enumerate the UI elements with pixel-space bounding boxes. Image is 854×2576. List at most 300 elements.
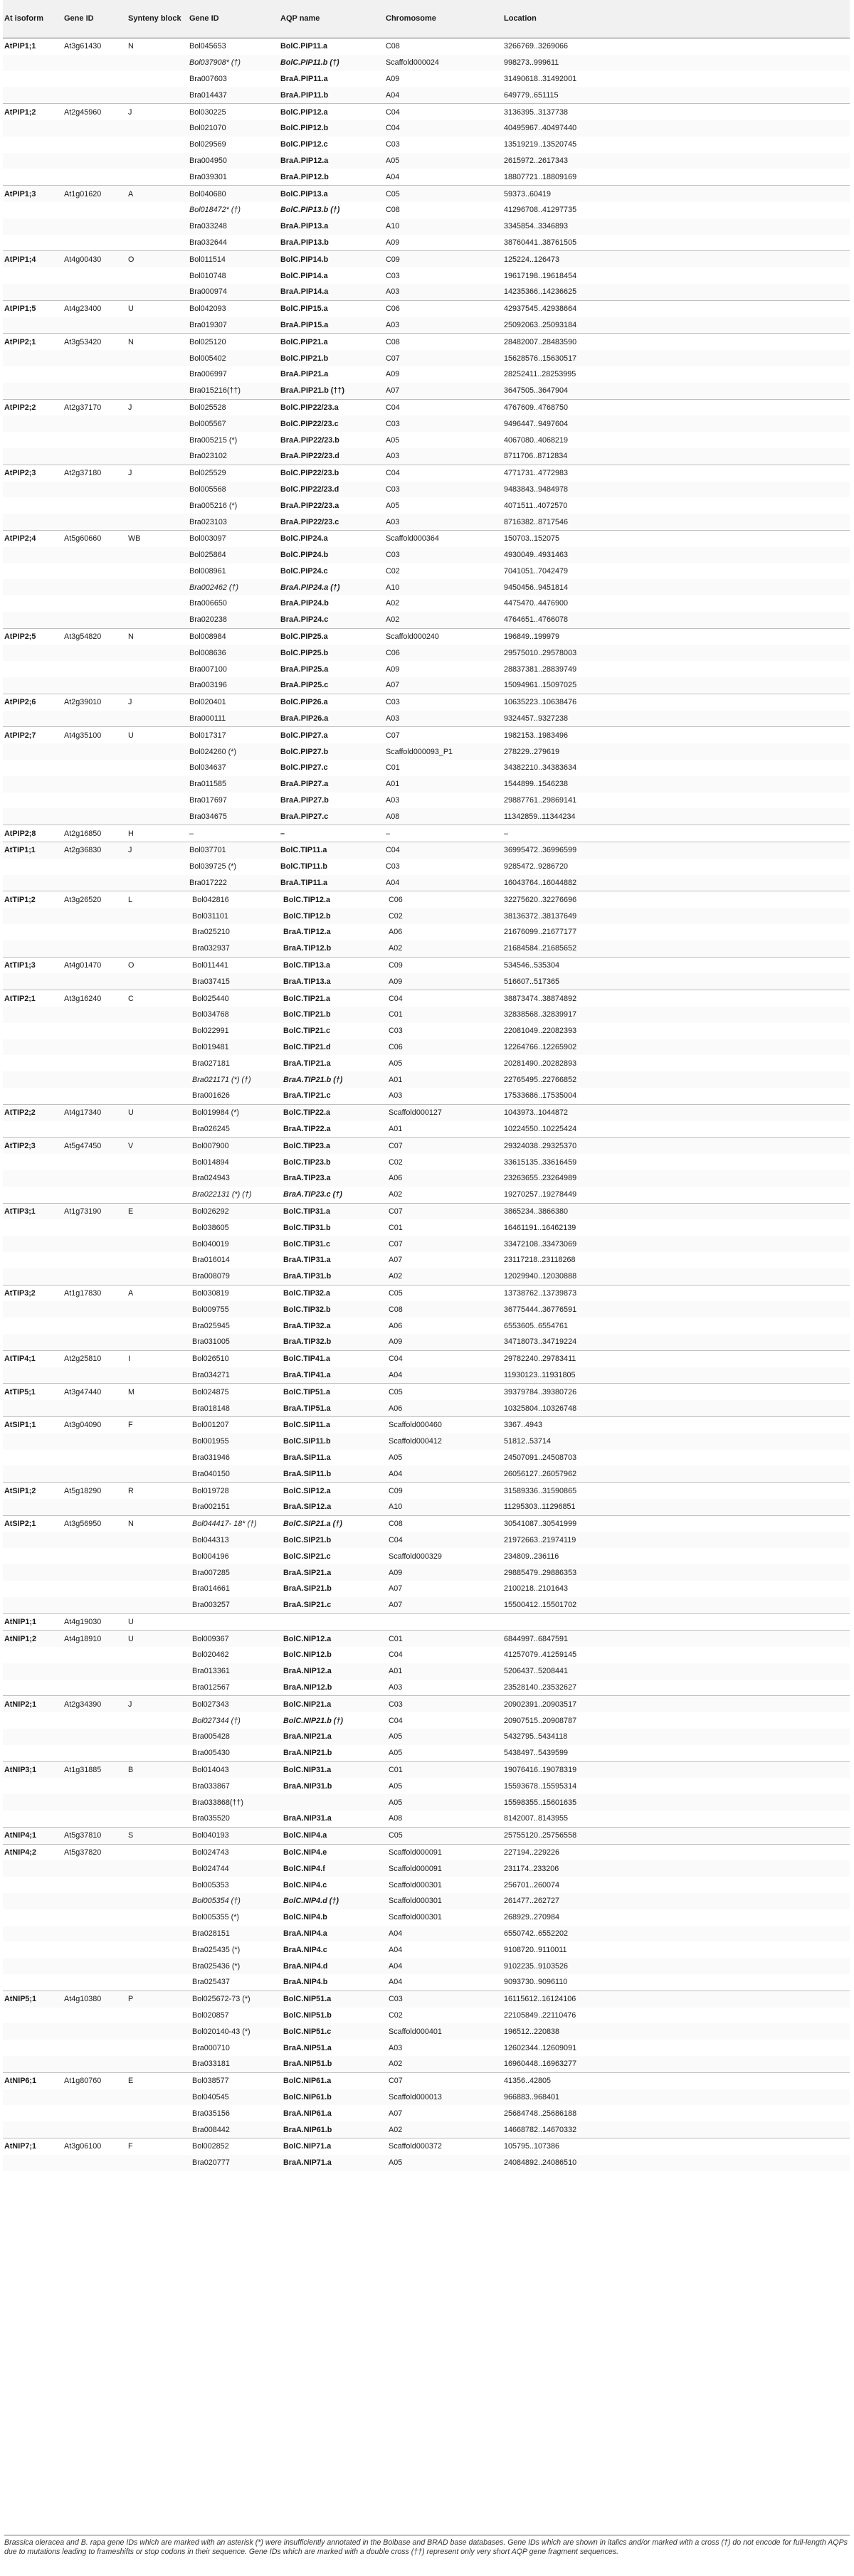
at-isoform-cell: AtNIP7;1 — [3, 2138, 63, 2155]
location-cell: 227194..229226 — [502, 1844, 850, 1860]
at-isoform-cell — [3, 2008, 63, 2024]
at-isoform-cell — [3, 202, 63, 218]
location-cell: 18807721..18809169 — [504, 172, 577, 181]
synteny-block-cell — [127, 1039, 188, 1056]
synteny-block-cell — [127, 1958, 188, 1974]
location-cell: 21676099..21677177 — [504, 928, 577, 937]
at-gene-id-cell — [63, 1581, 127, 1597]
location-cell: 41257079..41259145 — [504, 1650, 577, 1660]
at-gene-id-cell — [63, 1548, 127, 1564]
gene-id-cell: Bra035520 — [192, 1814, 230, 1823]
at-isoform-cell — [3, 1729, 63, 1745]
table-row — [3, 415, 850, 432]
chromosome-cell: A07 — [389, 1256, 403, 1265]
location-cell: 261477..262727 — [502, 1893, 850, 1909]
at-isoform-cell — [3, 1367, 63, 1384]
table-row — [3, 1860, 850, 1877]
table-row — [3, 1778, 850, 1794]
gene-id-cell: Bol040545 — [188, 2089, 279, 2106]
at-isoform-cell — [3, 432, 63, 448]
table-row — [3, 55, 850, 71]
at-isoform-cell — [3, 1893, 63, 1909]
chromosome-cell: Scaffold000091 — [384, 1844, 502, 1860]
location-cell: 516607..517365 — [502, 973, 850, 990]
header-row — [3, 0, 850, 38]
chromosome-cell: C04 — [389, 1650, 403, 1660]
gene-id-cell: Bra002151 — [188, 1499, 279, 1515]
synteny-block-cell — [127, 1647, 188, 1663]
at-gene-id-cell: At2g16850 — [63, 825, 127, 842]
table-row — [3, 1844, 850, 1860]
at-isoform-cell: AtPIP1;3 — [3, 186, 63, 202]
chromosome-cell: C04 — [389, 1716, 403, 1725]
at-gene-id-cell — [63, 1745, 127, 1761]
aqp-name-cell: BolC.TIP11.a — [279, 842, 384, 859]
at-gene-id-cell — [63, 153, 127, 169]
aqp-name-cell: BolC.SIP21.c — [283, 1552, 331, 1561]
chromosome-cell: C04 — [384, 465, 502, 481]
location-cell: 40495967..40497440 — [502, 120, 850, 137]
gene-id-cell: Bol037701 — [188, 842, 279, 859]
table-row — [3, 1252, 850, 1268]
aqp-name-cell: BraA.TIP23.a — [279, 1170, 384, 1187]
aqp-name-cell: BolC.TIP22.a — [279, 1104, 384, 1120]
location-cell: 13519219..13520745 — [504, 140, 577, 149]
aqp-name-cell: BraA.NIP51.a — [283, 2043, 332, 2052]
table-row — [3, 859, 850, 875]
aqp-name-cell: BolC.NIP31.a — [279, 1761, 384, 1778]
chromosome-cell: C01 — [389, 1223, 403, 1232]
chromosome-cell: C03 — [386, 862, 400, 871]
at-isoform-cell — [3, 1745, 63, 1761]
gene-id-cell: Bol034637 — [189, 763, 226, 773]
chromosome-cell: C01 — [384, 1761, 502, 1778]
at-gene-id-cell — [63, 612, 127, 628]
at-isoform-cell — [3, 2040, 63, 2056]
chromosome-cell: A05 — [384, 1729, 502, 1745]
gene-id-cell: Bra024943 — [188, 1170, 279, 1187]
gene-id-cell: Bol021070 — [188, 120, 279, 137]
aqp-name-cell: BolC.TIP23.a — [279, 1138, 384, 1154]
synteny-block-cell — [127, 1318, 188, 1334]
at-gene-id-cell — [63, 1055, 127, 1071]
at-isoform-cell — [3, 1499, 63, 1515]
aqp-name-cell: BolC.TIP23.b — [283, 1157, 331, 1167]
location-cell: 36775444..36776591 — [502, 1301, 850, 1318]
location-cell: 278229..279619 — [502, 743, 850, 760]
gene-id-cell: Bra023103 — [188, 514, 279, 530]
aqp-name-cell: BolC.TIP12.a — [279, 891, 384, 908]
location-cell: 10325804..10326748 — [502, 1400, 850, 1416]
aqp-name-cell: BraA.NIP21.a — [279, 1729, 384, 1745]
chromosome-cell: A09 — [384, 1334, 502, 1350]
at-isoform-cell — [3, 137, 63, 153]
synteny-block-cell — [127, 2023, 188, 2040]
aqp-name-cell: BolC.NIP4.e — [279, 1844, 384, 1860]
table-row — [3, 1680, 850, 1696]
chromosome-cell: C05 — [384, 1827, 502, 1844]
at-gene-id-cell — [63, 1958, 127, 1974]
chromosome-cell: A03 — [384, 284, 502, 300]
at-gene-id-cell — [63, 1154, 127, 1170]
table-row — [3, 957, 850, 973]
synteny-block-cell — [127, 1548, 188, 1564]
at-gene-id-cell — [63, 1400, 127, 1416]
chromosome-cell: C03 — [384, 482, 502, 498]
chromosome-cell: Scaffold000372 — [384, 2138, 502, 2155]
aqp-name-cell: BolC.PIP22/23.c — [279, 415, 384, 432]
at-gene-id-cell — [63, 1893, 127, 1909]
chromosome-cell: A02 — [384, 1268, 502, 1285]
chromosome-cell: C02 — [389, 2011, 403, 2020]
gene-id-cell: Bol020401 — [188, 694, 279, 710]
table-row — [3, 1334, 850, 1350]
gene-id-cell: Bol003097 — [188, 530, 279, 546]
synteny-block-cell — [127, 448, 188, 465]
aqp-name-cell: BraA.SIP11.a — [283, 1453, 331, 1462]
gene-id-cell: Bol014894 — [192, 1157, 229, 1167]
table-row — [3, 251, 850, 267]
at-isoform-cell: AtTIP2;1 — [3, 990, 63, 1007]
location-cell: 11342859..11344234 — [502, 808, 850, 825]
synteny-block-cell — [127, 645, 188, 661]
aqp-name-cell: BraA.TIP13.a — [279, 973, 384, 990]
table-row — [3, 645, 850, 661]
chromosome-cell: Scaffold000127 — [384, 1104, 502, 1120]
aqp-name-cell: BolC.TIP21.d — [279, 1039, 384, 1056]
chromosome-cell: A10 — [384, 579, 502, 595]
at-gene-id-cell: At1g73190 — [63, 1203, 127, 1219]
location-cell: 10224550..10225424 — [504, 1124, 577, 1133]
at-isoform-cell: AtPIP2;5 — [3, 628, 63, 645]
at-isoform-cell — [3, 448, 63, 465]
at-gene-id-cell: At1g31885 — [63, 1761, 127, 1778]
at-gene-id-cell: At2g25810 — [63, 1350, 127, 1367]
gene-id-cell: Bra007100 — [189, 664, 227, 674]
synteny-block-cell — [127, 1023, 188, 1039]
at-gene-id-cell — [63, 317, 127, 334]
at-isoform-cell — [3, 711, 63, 727]
synteny-block-cell — [127, 1433, 188, 1450]
table-row — [3, 1696, 850, 1712]
location-cell: 2100218..2101643 — [504, 1584, 569, 1594]
at-isoform-cell: AtTIP2;3 — [3, 1138, 63, 1154]
at-gene-id-cell — [63, 859, 127, 875]
at-isoform-cell — [3, 267, 63, 284]
table-row — [3, 1745, 850, 1761]
synteny-block-cell — [127, 859, 188, 875]
aqp-name-cell: BolC.NIP61.b — [279, 2089, 384, 2106]
at-isoform-cell — [3, 661, 63, 677]
gene-id-cell: Bra037415 — [188, 973, 279, 990]
gene-id-cell: Bra018148 — [188, 1400, 279, 1416]
at-isoform-cell — [3, 153, 63, 169]
table-row — [3, 628, 850, 645]
location-cell: 19076416..19078319 — [502, 1761, 850, 1778]
gene-id-cell: Bra025435 (*) — [192, 1945, 241, 1954]
table-row — [3, 743, 850, 760]
location-cell: 9483843..9484978 — [502, 482, 850, 498]
chromosome-cell: A09 — [386, 74, 400, 83]
at-isoform-cell — [3, 760, 63, 776]
gene-id-cell: Bol005354 (†) — [188, 1893, 279, 1909]
at-gene-id-cell: At4g10380 — [63, 1991, 127, 2007]
aqp-name-cell: BolC.PIP13.b (†) — [280, 206, 340, 215]
location-cell: 16115612..16124106 — [502, 1991, 850, 2007]
chromosome-cell: Scaffold000401 — [384, 2023, 502, 2040]
at-gene-id-cell — [63, 1778, 127, 1794]
synteny-block-cell — [127, 1926, 188, 1942]
synteny-block-cell — [127, 1400, 188, 1416]
at-gene-id-cell — [63, 1367, 127, 1384]
at-gene-id-cell — [63, 1532, 127, 1549]
aqp-name-cell: BraA.TIP21.c — [283, 1091, 331, 1101]
at-isoform-cell: AtPIP2;8 — [3, 825, 63, 842]
synteny-block-cell — [127, 1729, 188, 1745]
aqp-name-cell: BolC.NIP4.b — [283, 1913, 327, 1922]
chromosome-cell: A07 — [384, 677, 502, 694]
aqp-name-cell: BraA.PIP25.c — [279, 677, 384, 694]
at-isoform-cell — [3, 1154, 63, 1170]
gene-id-cell: Bol019481 — [188, 1039, 279, 1056]
synteny-block-cell — [127, 202, 188, 218]
gene-id-cell: Bol030819 — [188, 1285, 279, 1301]
gene-id-cell: Bra006997 — [189, 370, 227, 379]
at-gene-id-cell — [63, 1926, 127, 1942]
table-row — [3, 2072, 850, 2089]
aqp-name-cell: BolC.PIP26.a — [279, 694, 384, 710]
at-isoform-cell — [3, 1187, 63, 1203]
gene-id-cell: Bol025120 — [188, 334, 279, 350]
at-gene-id-cell — [63, 1465, 127, 1482]
location-cell: 39379784..39380726 — [502, 1384, 850, 1400]
chromosome-cell: A04 — [389, 1978, 403, 1987]
table-row — [3, 760, 850, 776]
at-isoform-cell — [3, 1007, 63, 1023]
chromosome-cell: C06 — [384, 1039, 502, 1056]
at-gene-id-cell: At5g18290 — [63, 1483, 127, 1499]
location-cell: 196849..199979 — [502, 628, 850, 645]
table-row — [3, 169, 850, 185]
at-isoform-cell: AtNIP5;1 — [3, 1991, 63, 2007]
aqp-name-cell: BraA.PIP22/23.d — [279, 448, 384, 465]
at-isoform-cell — [3, 2121, 63, 2138]
location-cell: 16461191..16462139 — [504, 1223, 576, 1232]
chromosome-cell: A01 — [389, 1124, 403, 1133]
aqp-name-cell: BolC.PIP21.a — [279, 334, 384, 350]
location-cell: 19270257..19278449 — [504, 1190, 577, 1199]
synteny-block-cell — [127, 563, 188, 580]
synteny-block-cell — [127, 514, 188, 530]
table-row — [3, 1023, 850, 1039]
table-row — [3, 218, 850, 235]
aqp-name-cell: BraA.NIP31.b — [283, 1781, 332, 1791]
synteny-block-cell — [127, 153, 188, 169]
location-cell: 31589336..31590865 — [502, 1483, 850, 1499]
chromosome-cell: C03 — [384, 694, 502, 710]
gene-id-cell: Bol040019 — [188, 1236, 279, 1252]
at-isoform-cell — [3, 1647, 63, 1663]
aqp-name-cell: BolC.SIP11.a — [279, 1416, 384, 1433]
location-cell: 6844997..6847591 — [502, 1631, 850, 1647]
synteny-block-cell: F — [127, 1416, 188, 1433]
at-gene-id-cell — [63, 284, 127, 300]
aqp-name-cell: BolC.PIP24.c — [280, 566, 328, 576]
synteny-block-cell: N — [127, 628, 188, 645]
aqp-name-cell: BolC.TIP51.a — [279, 1384, 384, 1400]
chromosome-cell: A03 — [389, 2043, 403, 2052]
at-isoform-cell: AtPIP2;2 — [3, 399, 63, 415]
gene-id-cell: Bol005402 — [188, 350, 279, 366]
at-gene-id-cell — [63, 2040, 127, 2056]
chromosome-cell: C07 — [384, 1138, 502, 1154]
gene-id-cell: Bra033868(††) — [188, 1794, 279, 1811]
synteny-block-cell — [127, 415, 188, 432]
aqp-name-cell: BraA.TIP11.a — [279, 875, 384, 891]
synteny-block-cell: L — [127, 891, 188, 908]
at-isoform-cell — [3, 1236, 63, 1252]
gene-id-cell: Bra034271 — [188, 1367, 279, 1384]
table-row — [3, 1483, 850, 1499]
gene-id-cell: Bol024744 — [188, 1860, 279, 1877]
aqp-name-cell: BraA.TIP12.a — [283, 928, 331, 937]
at-isoform-cell — [3, 808, 63, 825]
at-gene-id-cell — [63, 645, 127, 661]
chromosome-cell: A05 — [384, 153, 502, 169]
table-row — [3, 1941, 850, 1958]
at-isoform-cell — [3, 383, 63, 399]
at-isoform-cell: AtNIP2;1 — [3, 1696, 63, 1712]
synteny-block-cell — [127, 1055, 188, 1071]
at-isoform-cell — [3, 924, 63, 940]
table-row — [3, 2105, 850, 2121]
at-gene-id-cell: At2g39010 — [63, 694, 127, 710]
at-gene-id-cell — [63, 71, 127, 88]
table-row — [3, 366, 850, 383]
synteny-block-cell — [127, 383, 188, 399]
at-isoform-cell: AtNIP4;1 — [3, 1827, 63, 1844]
table-row — [3, 1794, 850, 1811]
at-gene-id-cell — [63, 2056, 127, 2072]
at-gene-id-cell — [63, 2155, 127, 2171]
table-row — [3, 186, 850, 202]
table-row — [3, 875, 850, 891]
at-gene-id-cell: At2g37170 — [63, 399, 127, 415]
location-cell: 38873474..38874892 — [502, 990, 850, 1007]
table-row — [3, 1301, 850, 1318]
location-cell: 966883..968401 — [502, 2089, 850, 2106]
synteny-block-cell — [127, 2008, 188, 2024]
table-row — [3, 1631, 850, 1647]
aqp-name-cell: BolC.PIP11.a — [279, 38, 384, 55]
synteny-block-cell — [127, 793, 188, 809]
at-isoform-cell — [3, 1974, 63, 1991]
gene-id-cell: Bra004950 — [188, 153, 279, 169]
chromosome-cell: Scaffold000091 — [384, 1860, 502, 1877]
at-isoform-cell — [3, 1450, 63, 1466]
gene-id-cell: Bol010748 — [189, 271, 226, 280]
at-gene-id-cell: At4g23400 — [63, 300, 127, 317]
at-gene-id-cell — [63, 1647, 127, 1663]
table-row — [3, 300, 850, 317]
gene-id-cell: Bol040193 — [188, 1827, 279, 1844]
synteny-block-cell: O — [127, 251, 188, 267]
chromosome-cell: Scaffold000460 — [384, 1416, 502, 1433]
synteny-block-cell — [127, 875, 188, 891]
location-cell: 28252411..28253995 — [504, 370, 576, 379]
location-cell: 9102235..9103526 — [502, 1958, 850, 1974]
chromosome-cell: A05 — [389, 1781, 403, 1791]
aqp-name-cell: BolC.NIP21.a — [279, 1696, 384, 1712]
synteny-block-cell — [127, 1187, 188, 1203]
location-cell: 5206437..5208441 — [502, 1663, 850, 1680]
chromosome-cell: A04 — [384, 1367, 502, 1384]
gene-id-cell: Bra013361 — [188, 1663, 279, 1680]
chromosome-cell: A06 — [389, 928, 403, 937]
chromosome-cell: A01 — [384, 1663, 502, 1680]
table-row — [3, 383, 850, 399]
at-gene-id-cell — [63, 924, 127, 940]
at-gene-id-cell — [63, 1219, 127, 1236]
chromosome-cell: A03 — [384, 317, 502, 334]
synteny-block-cell — [127, 482, 188, 498]
at-gene-id-cell — [63, 383, 127, 399]
aqp-name-cell: BolC.NIP51.c — [279, 2023, 384, 2040]
location-cell: 2615972..2617343 — [502, 153, 850, 169]
at-gene-id-cell — [63, 579, 127, 595]
chromosome-cell: A02 — [386, 599, 400, 608]
synteny-block-cell: H — [127, 825, 188, 842]
table-row — [3, 497, 850, 514]
synteny-block-cell — [127, 1974, 188, 1991]
header-aqp-name: AQP name — [279, 0, 384, 38]
at-gene-id-cell — [63, 2008, 127, 2024]
synteny-block-cell — [127, 1778, 188, 1794]
at-gene-id-cell: At3g53420 — [63, 334, 127, 350]
at-isoform-cell — [3, 350, 63, 366]
location-cell: 4771731..4772983 — [502, 465, 850, 481]
gene-id-cell: Bol027344 (†) — [192, 1716, 241, 1725]
location-cell: 4071511..4072570 — [504, 501, 568, 510]
table-row — [3, 924, 850, 940]
gene-id-cell: Bra003196 — [188, 677, 279, 694]
at-isoform-cell — [3, 218, 63, 235]
gene-id-cell: Bol001955 — [188, 1433, 279, 1450]
synteny-block-cell — [127, 776, 188, 793]
synteny-block-cell — [127, 940, 188, 957]
location-cell: 28837381..28839749 — [504, 664, 577, 674]
at-gene-id-cell — [63, 1187, 127, 1203]
gene-id-cell: Bra025437 — [192, 1978, 230, 1987]
at-isoform-cell — [3, 908, 63, 924]
synteny-block-cell — [127, 908, 188, 924]
at-gene-id-cell — [63, 1252, 127, 1268]
at-gene-id-cell: At3g54820 — [63, 628, 127, 645]
gene-id-cell: Bra015216(††) — [188, 383, 279, 399]
chromosome-cell: C07 — [384, 1236, 502, 1252]
gene-id-cell: Bra025945 — [192, 1321, 230, 1330]
at-gene-id-cell: At5g37820 — [63, 1844, 127, 1860]
synteny-block-cell: U — [127, 1613, 188, 1631]
table-row — [3, 547, 850, 563]
at-gene-id-cell — [63, 1301, 127, 1318]
table-row — [3, 399, 850, 415]
aqp-name-cell: BolC.PIP13.a — [279, 186, 384, 202]
at-isoform-cell: AtTIP5;1 — [3, 1384, 63, 1400]
table-row — [3, 2155, 850, 2171]
location-cell: 21684584..21685652 — [502, 940, 850, 957]
table-row — [3, 71, 850, 88]
